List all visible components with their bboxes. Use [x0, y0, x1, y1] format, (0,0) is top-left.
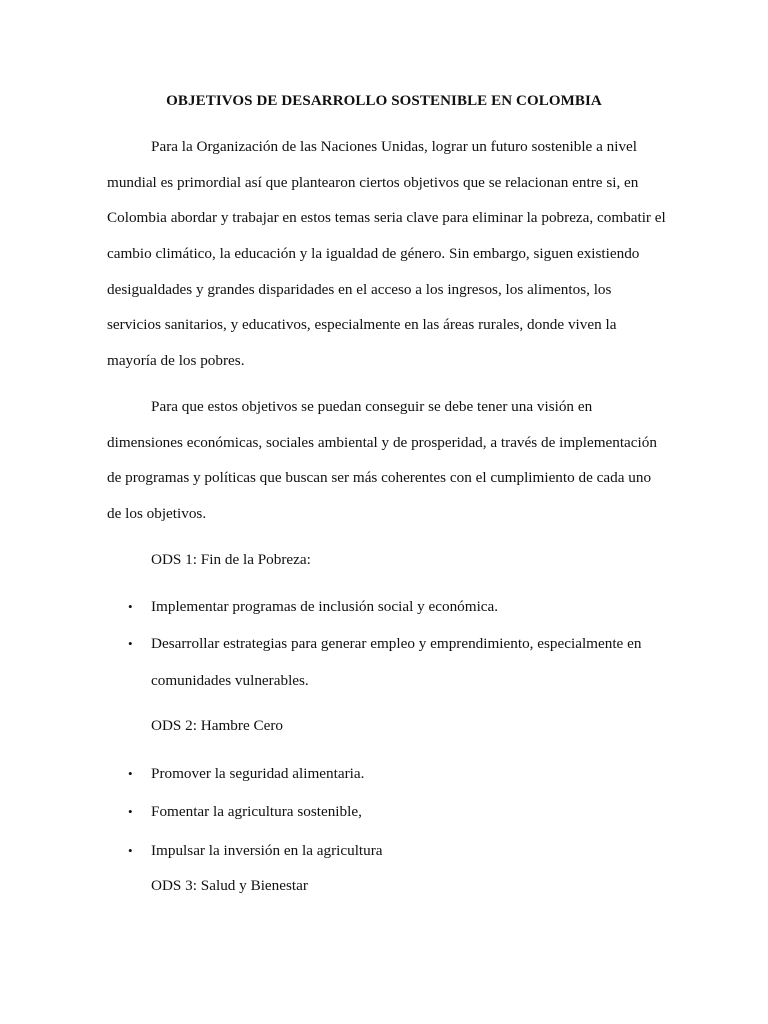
paragraph-1-line-1: Para la Organización de las Naciones Unidas, lograr un futuro sostenible a nivel: [151, 138, 637, 155]
paragraph-1-line-7: mayoría de los pobres.: [107, 352, 245, 369]
paragraph-2-line-3: de programas y políticas que buscan ser más coherentes con el cumplimiento de cada uno: [107, 469, 652, 486]
bullet-icon: •: [128, 804, 133, 819]
ods-1-item-1: Implementar programas de inclusión social y económica.: [151, 598, 499, 615]
bullet-icon: •: [128, 766, 133, 781]
paragraph-1-line-3: Colombia abordar y trabajar en estos temas seria clave para eliminar la pobreza, combatir el: [107, 209, 666, 226]
ods-2-item-3: Impulsar la inversión en la agricultura: [151, 842, 383, 859]
paragraph-1-line-6: servicios sanitarios, y educativos, especialmente en las áreas rurales, donde viven la: [107, 316, 617, 333]
paragraph-1-line-2: mundial es primordial así que plantearon ciertos objetivos que se relacionan entre si, en: [107, 174, 639, 191]
paragraph-2-line-2: dimensiones económicas, sociales ambiental y de prosperidad, a través de implementación: [107, 434, 657, 451]
bullet-icon: •: [128, 843, 133, 858]
paragraph-2-line-1: Para que estos objetivos se puedan conseguir se debe tener una visión en: [151, 398, 593, 415]
ods-1-heading: ODS 1: Fin de la Pobreza:: [151, 551, 311, 568]
document-title: OBJETIVOS DE DESARROLLO SOSTENIBLE EN COLOMBIA: [166, 93, 602, 109]
paragraph-1-line-5: desigualdades y grandes disparidades en el acceso a los ingresos, los alimentos, los: [107, 281, 612, 298]
bullet-icon: •: [128, 636, 133, 651]
paragraph-1-line-4: cambio climático, la educación y la igualdad de género. Sin embargo, siguen existiendo: [107, 245, 640, 262]
paragraph-2-line-4: de los objetivos.: [107, 505, 207, 522]
ods-2-heading: ODS 2: Hambre Cero: [151, 717, 284, 734]
ods-2-item-2: Fomentar la agricultura sostenible,: [151, 803, 362, 820]
ods-3-heading: ODS 3: Salud y Bienestar: [151, 877, 308, 894]
ods-1-item-2-continuation: comunidades vulnerables.: [151, 672, 309, 689]
ods-1-item-2: Desarrollar estrategias para generar empleo y emprendimiento, especialmente en: [151, 635, 642, 652]
bullet-icon: •: [128, 599, 133, 614]
ods-2-item-1: Promover la seguridad alimentaria.: [151, 765, 365, 782]
